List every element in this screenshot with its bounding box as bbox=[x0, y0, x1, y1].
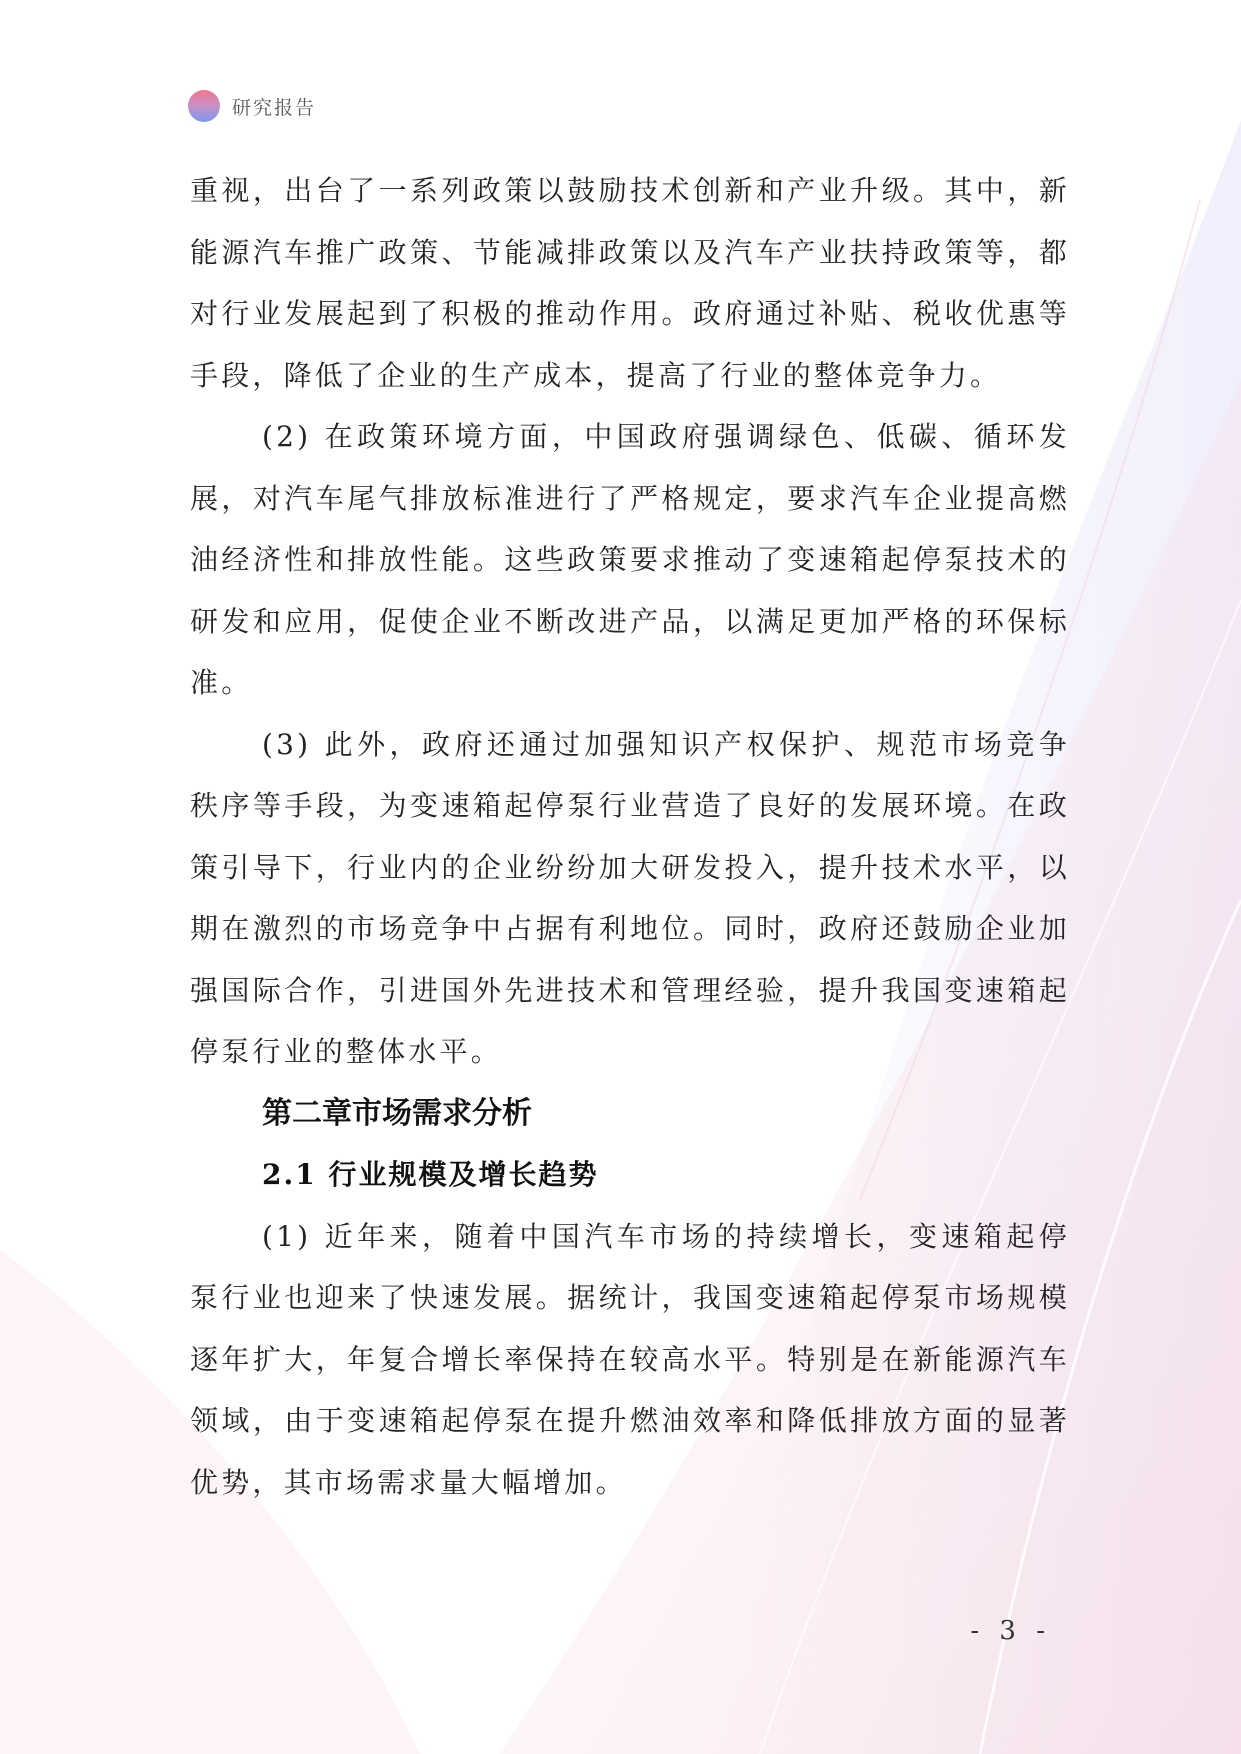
page-number: - 3 - bbox=[970, 1616, 1051, 1646]
page-header bbox=[188, 88, 316, 124]
section-heading: 2.1 行业规模及增长趋势 bbox=[262, 1158, 599, 1191]
logo-circle-icon bbox=[188, 90, 220, 122]
body-paragraph-1: 重视，出台了一系列政策以鼓励技术创新和产业升级。其中，新能源汽车推广政策、节能减排政策以及汽车产业扶持政策等，都对行业发展起到了积极的推动作用。政府通过补贴、税收优惠等手段，降低了企业的生产成本，提高了行业的整体竞争力。 bbox=[190, 174, 1070, 392]
header-title: 研究报告 bbox=[232, 96, 317, 119]
main-content bbox=[190, 160, 1070, 1513]
chapter-heading: 第二章市场需求分析 bbox=[262, 1095, 532, 1131]
body-paragraph-2: (2) 在政策环境方面，中国政府强调绿色、低碳、循环发展，对汽车尾气排放标准进行了严格规定，要求汽车企业提高燃油经济性和排放性能。这些政策要求推动了变速箱起停泵技术的研发和应用，促使企业不断改进产品，以满足更加严格的环保标准。 bbox=[190, 420, 1070, 699]
body-paragraph-3: (3) 此外，政府还通过加强知识产权保护、规范市场竞争秩序等手段，为变速箱起停泵行业营造了良好的发展环境。在政策引导下，行业内的企业纷纷加大研发投入，提升技术水平，以期在激烈的市场竞争中占据有利地位。同时，政府还鼓励企业加强国际合作，引进国外先进技术和管理经验，提升我国变速箱起停泵行业的整体水平。 bbox=[190, 727, 1070, 1068]
section-paragraph: (1) 近年来，随着中国汽车市场的持续增长，变速箱起停泵行业也迎来了快速发展。据统计，我国变速箱起停泵市场规模逐年扩大，年复合增长率保持在较高水平。特别是在新能源汽车领域，由于变速箱起停泵在提升燃油效率和降低排放方面的显著优势，其市场需求量大幅增加。 bbox=[190, 1219, 1070, 1499]
